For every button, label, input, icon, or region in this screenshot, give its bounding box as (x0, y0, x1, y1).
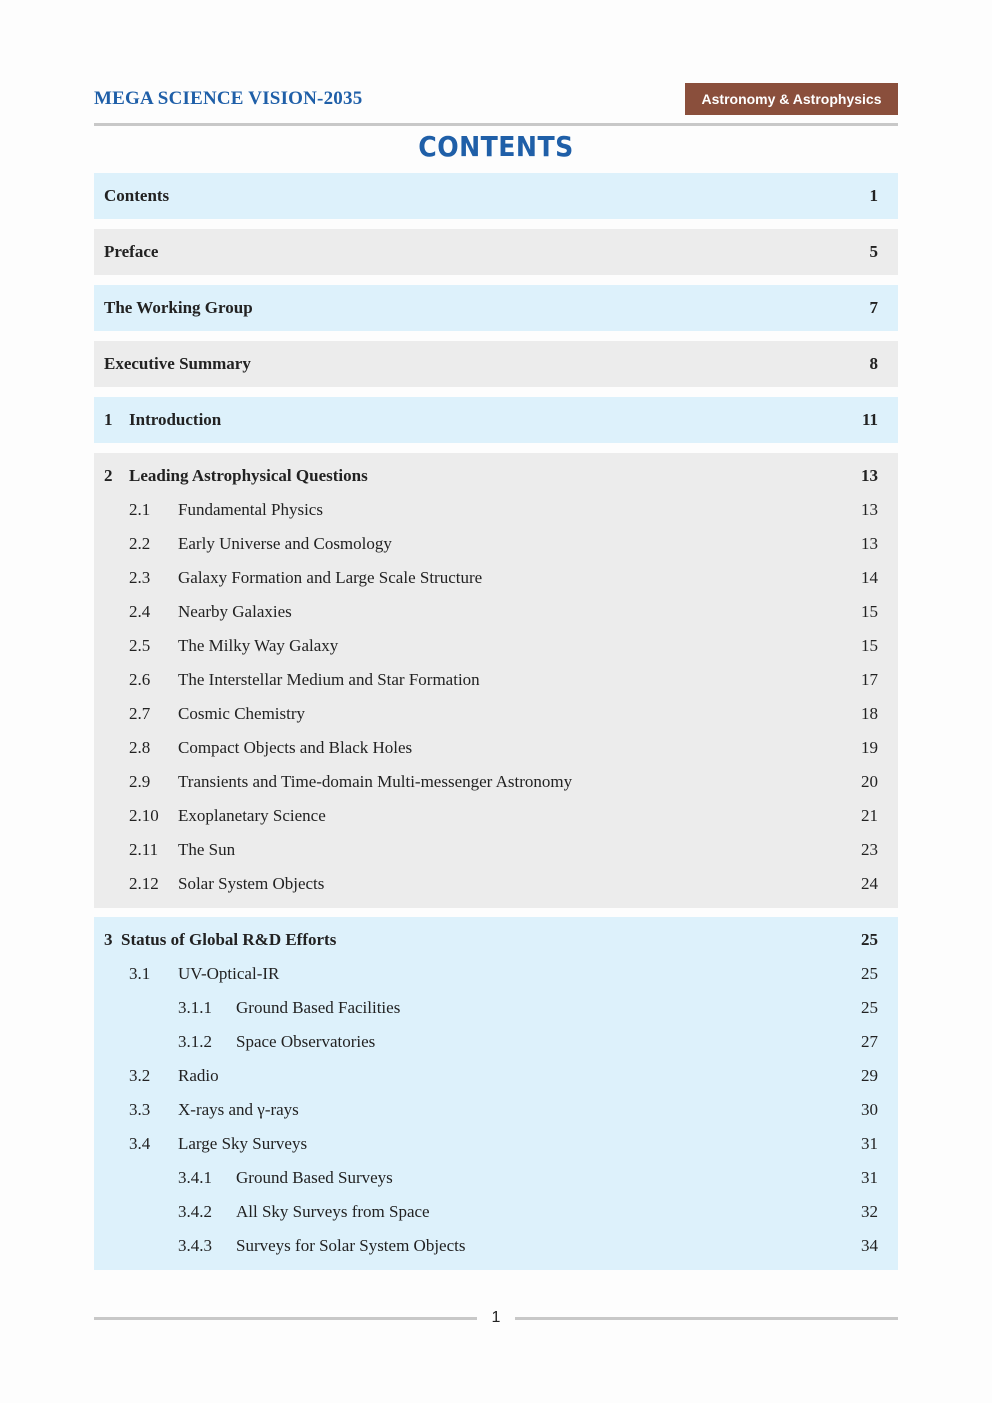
toc-entry[interactable] (94, 561, 898, 595)
toc-entry-number: 2.6 (129, 670, 151, 689)
toc-entry-number: 2.5 (129, 636, 151, 655)
toc-entry-title: Exoplanetary Science (178, 806, 326, 825)
toc-entry[interactable] (94, 493, 898, 527)
toc-entry-title: Contents (104, 186, 170, 205)
toc-entry-title: Ground Based Surveys (236, 1168, 393, 1187)
toc-entry[interactable] (94, 1093, 898, 1127)
toc-entry[interactable] (94, 1195, 898, 1229)
toc-entry-title: All Sky Surveys from Space (236, 1202, 430, 1221)
toc-section-2 (94, 229, 898, 275)
toc-section-7 (94, 917, 898, 1270)
toc-section-6 (94, 453, 898, 908)
toc-entry-number: 2.9 (129, 772, 151, 791)
toc-entry-title: Cosmic Chemistry (178, 704, 306, 723)
toc-entry-number: 3.4 (129, 1134, 151, 1153)
toc-entry-number: 3.4.3 (178, 1236, 212, 1255)
toc-entry-title: UV-Optical-IR (178, 964, 280, 983)
toc-entry[interactable] (94, 1229, 898, 1263)
toc-entry-number: 2 (104, 466, 113, 485)
toc-entry-number: 2.8 (129, 738, 151, 757)
toc-entry-number: 2.3 (129, 568, 151, 587)
toc-entry-page: 32 (861, 1202, 878, 1221)
toc-entry-page: 25 (861, 998, 878, 1017)
toc-entry[interactable] (94, 459, 898, 493)
toc-entry-number: 3.3 (129, 1100, 151, 1119)
toc-entry-page: 5 (869, 242, 878, 261)
toc-entry[interactable] (94, 235, 898, 269)
toc-entry-page: 19 (861, 738, 878, 757)
toc-entry[interactable] (94, 697, 898, 731)
footer-divider-left (94, 1317, 477, 1320)
toc-entry-title: Introduction (129, 410, 222, 429)
toc-entry-title: The Interstellar Medium and Star Formation (178, 670, 480, 689)
toc-entry-number: 2.10 (129, 806, 159, 825)
toc-section-1 (94, 173, 898, 219)
toc-entry[interactable] (94, 923, 898, 957)
toc-entry[interactable] (94, 1161, 898, 1195)
toc-entry-title: Galaxy Formation and Large Scale Structure (178, 568, 483, 587)
toc-entry-page: 11 (861, 410, 878, 429)
toc-entry[interactable] (94, 629, 898, 663)
footer-divider-right (515, 1317, 898, 1320)
toc-entry[interactable] (94, 1025, 898, 1059)
toc-entry-number: 3.1.1 (178, 998, 212, 1017)
toc-section-4 (94, 341, 898, 387)
toc-entry-title: Status of Global R&D Efforts (121, 930, 337, 949)
toc-entry-page: 31 (861, 1168, 878, 1187)
toc-entry-title: Transients and Time-domain Multi-messenger Astronomy (178, 772, 573, 791)
toc-entry-title: Ground Based Facilities (236, 998, 401, 1017)
toc-entry[interactable] (94, 991, 898, 1025)
toc-entry[interactable] (94, 731, 898, 765)
toc-entry-title: Nearby Galaxies (178, 602, 292, 621)
toc-entry-number: 3.1.2 (178, 1032, 212, 1051)
toc-section-5 (94, 397, 898, 443)
toc-entry-number: 3.2 (129, 1066, 151, 1085)
toc-entry-title: Solar System Objects (178, 874, 325, 893)
toc-entry[interactable] (94, 765, 898, 799)
toc-entry-page: 1 (869, 186, 878, 205)
toc-entry-title: Compact Objects and Black Holes (178, 738, 413, 757)
toc-entry[interactable] (94, 867, 898, 901)
toc-entry-title: The Working Group (104, 298, 253, 317)
toc-entry-page: 20 (861, 772, 878, 791)
toc-entry-page: 21 (861, 806, 878, 825)
toc-entry-page: 13 (861, 500, 878, 519)
toc-entry-page: 15 (861, 602, 878, 621)
toc-entry-title: Surveys for Solar System Objects (236, 1236, 466, 1255)
toc-entry[interactable] (94, 799, 898, 833)
toc-entry[interactable] (94, 347, 898, 381)
toc-entry-title: Radio (178, 1066, 219, 1085)
toc-entry[interactable] (94, 663, 898, 697)
toc-entry-title: Large Sky Surveys (178, 1134, 308, 1153)
toc-entry[interactable] (94, 833, 898, 867)
toc-entry-title: Executive Summary (104, 354, 251, 373)
toc-entry-page: 13 (861, 466, 878, 485)
toc-entry-number: 3 (104, 930, 113, 949)
toc-entry[interactable] (94, 291, 898, 325)
toc-entry-number: 3.4.1 (178, 1168, 212, 1187)
toc-entry-title: The Milky Way Galaxy (178, 636, 339, 655)
toc-entry-number: 1 (104, 410, 113, 429)
toc-entry-number: 2.2 (129, 534, 151, 553)
toc-entry-page: 25 (861, 964, 878, 983)
toc-entry[interactable] (94, 595, 898, 629)
toc-entry[interactable] (94, 957, 898, 991)
toc-entry-number: 2.7 (129, 704, 151, 723)
toc-entry[interactable] (94, 527, 898, 561)
toc-entry-page: 8 (869, 354, 878, 373)
header-divider (94, 123, 898, 126)
toc-entry-page: 31 (861, 1134, 878, 1153)
toc-entry-title: Space Observatories (236, 1032, 376, 1051)
document-header-title: MEGA SCIENCE VISION-2035 (94, 88, 363, 109)
toc-entry-number: 2.4 (129, 602, 151, 621)
toc-entry-title: Fundamental Physics (178, 500, 323, 519)
toc-entry-page: 7 (869, 298, 878, 317)
toc-entry-title: The Sun (178, 840, 236, 859)
toc-entry[interactable] (94, 403, 898, 437)
toc-entry-title: Leading Astrophysical Questions (129, 466, 368, 485)
toc-entry-number: 3.4.2 (178, 1202, 212, 1221)
footer-page-number: 1 (491, 1309, 501, 1326)
subject-badge: Astronomy & Astrophysics (685, 83, 898, 115)
toc-entry-page: 17 (861, 670, 878, 689)
toc-entry-page: 13 (861, 534, 878, 553)
toc-entry-page: 29 (861, 1066, 878, 1085)
toc-entry-number: 2.1 (129, 500, 151, 519)
toc-entry[interactable] (94, 179, 898, 213)
toc-entry-page: 34 (861, 1236, 878, 1255)
toc-entry-page: 25 (861, 930, 878, 949)
toc-entry[interactable] (94, 1127, 898, 1161)
toc-entry-title: Preface (104, 242, 159, 261)
page-title: CONTENTS (418, 130, 574, 163)
toc-entry-title: Early Universe and Cosmology (178, 534, 392, 553)
toc-entry[interactable] (94, 1059, 898, 1093)
toc-section-3 (94, 285, 898, 331)
toc-entry-page: 18 (861, 704, 878, 723)
toc-entry-page: 27 (861, 1032, 878, 1051)
toc-entry-page: 15 (861, 636, 878, 655)
toc-entry-title: X-rays and γ-rays (178, 1100, 299, 1119)
toc-entry-page: 30 (861, 1100, 878, 1119)
toc-entry-page: 14 (861, 568, 878, 587)
toc-entry-number: 2.11 (129, 840, 159, 859)
toc-entry-number: 2.12 (129, 874, 159, 893)
toc-entry-number: 3.1 (129, 964, 151, 983)
toc-entry-page: 24 (861, 874, 878, 893)
toc-entry-page: 23 (861, 840, 878, 859)
